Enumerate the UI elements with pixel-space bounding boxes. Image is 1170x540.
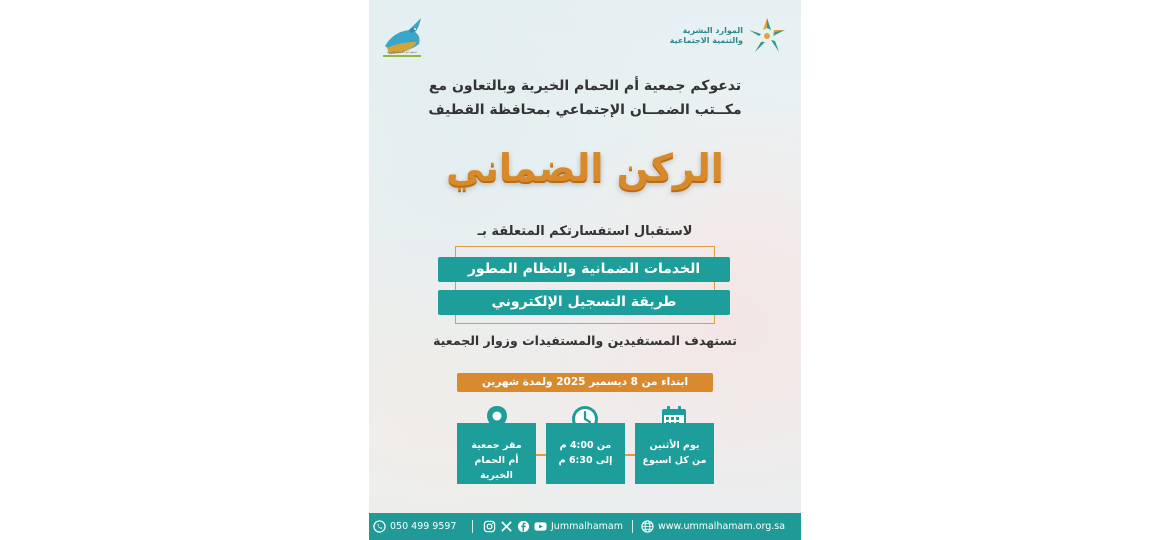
ministry-name-line2: والتنمية الاجتماعية	[669, 36, 743, 45]
time-line-1: من 4:00 م	[559, 440, 612, 451]
association-logo-caption: جمعية أم الحمام الخيرية	[387, 50, 417, 54]
footer-divider	[472, 520, 473, 533]
location-line-1: مقر جمعية	[471, 440, 522, 451]
audience-text: تستهدف المستفيدين والمستفيدات وزوار الجمعية	[433, 333, 737, 348]
time-line-2: إلى 6:30 م	[558, 455, 613, 466]
globe-icon	[641, 520, 654, 533]
ministry-star-icon	[747, 16, 787, 56]
instagram-icon[interactable]	[483, 520, 496, 533]
facebook-icon[interactable]	[517, 520, 530, 533]
footer-bar	[369, 513, 801, 540]
footer-divider	[632, 520, 633, 533]
location-line-2: أم الحمام الخيرية	[474, 455, 519, 481]
date-banner: ابتداء من 8 ديسمبر 2025 ولمدة شهرين	[457, 373, 713, 392]
social-handle[interactable]: Jummalhamam	[551, 521, 623, 532]
footer-phone[interactable]	[373, 513, 456, 540]
ministry-logo	[670, 16, 787, 56]
right-margin	[801, 0, 1170, 540]
youtube-icon[interactable]	[534, 520, 547, 533]
phone-number: 050 499 9597	[390, 521, 457, 532]
whatsapp-icon	[373, 520, 386, 533]
footer-social	[483, 513, 623, 540]
ministry-name-line1: الموارد البشرية	[682, 26, 743, 35]
left-margin	[0, 0, 369, 540]
day-line-1: يوم الأثنين	[649, 440, 700, 451]
topic-bar-registration: طريقة التسجيل الإلكتروني	[438, 290, 730, 315]
info-box-day	[635, 423, 714, 484]
website-url: www.ummalhamam.org.sa	[658, 521, 786, 532]
invitation-line-2: مكــتب الضمــان الإجتماعي بمحافظة القطيف	[428, 102, 742, 118]
topic-bar-services: الخدمات الضمانية والنظام المطور	[438, 257, 730, 282]
dove-logo-icon	[379, 12, 425, 62]
poster	[369, 0, 801, 540]
day-line-2: من كل اسبوع	[642, 455, 707, 466]
intro-text: لاستقبال استفسارتكم المتعلقة بـ	[477, 224, 693, 239]
x-icon[interactable]	[500, 520, 513, 533]
footer-website[interactable]	[641, 513, 785, 540]
info-box-time	[546, 423, 625, 484]
main-title: الركن الضماني	[446, 146, 724, 190]
info-box-location	[457, 423, 536, 484]
invitation-line-1: تدعوكم جمعية أم الحمام الخيرية وبالتعاون مع	[428, 78, 742, 94]
